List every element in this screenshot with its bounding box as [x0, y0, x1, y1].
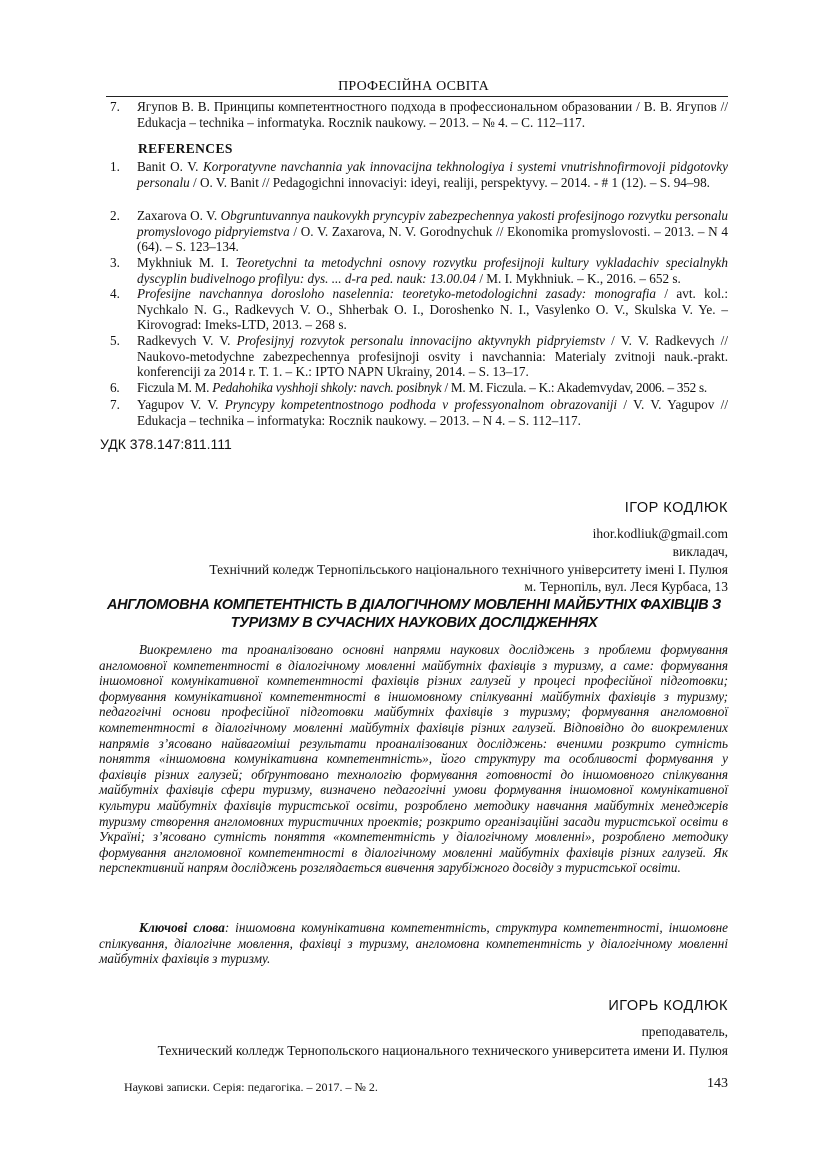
author-position: викладач, [672, 544, 728, 559]
author-address: м. Тернопіль, вул. Леся Курбаса, 13 [524, 579, 728, 594]
ref-number: 4. [110, 286, 120, 301]
ref-text [137, 333, 728, 380]
ref-source: / O. V. Banit // Pedagogichni innovaciyi: ideyi, realiji, perspektyvy. – 2014. - # 1 (12). – S. 94–98. [189, 174, 710, 190]
list-item [110, 333, 728, 380]
ref-source: / O. V. Zaxarova, N. V. Gorodnychuk // Ekonomika promyslovosti. – 2013. – N 4 (64). – S. 123–134. [137, 223, 728, 254]
list-item [110, 397, 728, 428]
list-item [110, 99, 728, 130]
author-institution-ru: Технический колледж Тернопольского национального технического университета имени И. Пулюя [157, 1043, 728, 1058]
keywords-text: : іншомовна комунікативна компетентність, структура компетентності, іншомовне спілкування, діалогічне мовлення, фахівці з туризму, англомовна компетентність у діалогічному мовленні майбутніх фахівців з туризму. [99, 920, 728, 967]
ref-title: Profesijne navchannya dorosloho naselennia: teoretyko-metodologichni zasady: monografia [137, 286, 656, 301]
author-institution: Технічний коледж Тернопільського національного технічного університету імені І. Пулюя [209, 562, 728, 577]
ref-author: Banit O. V. [137, 159, 203, 174]
ref-number: 7. [110, 99, 120, 114]
ref-title: Profesijnyj rozvytok personalu innovacijno aktyvnykh pidpryiemstv [236, 333, 605, 348]
running-header: ПРОФЕСІЙНА ОСВІТА [338, 79, 489, 94]
ref-source: / V. V. Radkevych // Naukovo-metodychne zabezpechennya profesijnoji osvity i navchannia: Materialy zvitnoji nauk.-prakt. konferenciji za 2014 r. T. 1. – K.: IPTO NAPN Ukrainy, 2014. – S. 13–17. [137, 333, 728, 379]
ref-source: / V. V. Yagupov // Edukacja – technika – informatyka: Rocznik naukowy. – 2013. – N 4. – S. 112–117. [137, 397, 728, 428]
ref-author: Zaxarova O. V. [137, 208, 221, 223]
author-name: ІГОР КОДЛЮК [624, 500, 728, 516]
ref-number: 6. [110, 380, 120, 395]
udc-code: УДК 378.147:811.111 [100, 436, 232, 452]
ref-title: Teoretychni ta metodychni osnovy rozvytku profesijnoji kultury vykladachiv specialnykh dyscyplin budivelnogo profilyu: dys. ... d-ra ped. nauk: 13.00.04 [137, 255, 728, 286]
ref-title: Korporatyvne navchannia yak innovacijna tekhnologiya i systemi vnutrishnofirmovoji pidgotovky personalu [137, 159, 728, 190]
ref-text [137, 159, 728, 190]
keywords-label: Ключові слова [139, 920, 225, 935]
ref-number: 5. [110, 333, 120, 348]
ref-text [137, 286, 728, 333]
article-title: АНГЛОМОВНА КОМПЕТЕНТНІСТЬ В ДІАЛОГІЧНОМУ МОВЛЕННІ МАЙБУТНІХ ФАХІВЦІВ З ТУРИЗМУ В СУЧАСНИХ НАУКОВИХ ДОСЛІДЖЕННЯХ [106, 597, 722, 631]
keywords [99, 920, 728, 967]
ref-text [137, 397, 728, 428]
ref-number: 7. [110, 397, 120, 412]
ref-number: 3. [110, 255, 120, 270]
ref-author: Mykhniuk M. I. [137, 255, 236, 270]
list-item [110, 159, 728, 190]
references-heading: REFERENCES [138, 141, 233, 156]
page-number: 143 [707, 1076, 728, 1091]
ref-title: Obgruntuvannya naukovykh pryncypiv zabezpechennya yakosti profesijnogo rozvytku personalu promyslovogo pidpryiemstva [137, 208, 728, 239]
ref-number: 2. [110, 208, 120, 223]
ref-author: Radkevych V. V. [137, 333, 237, 348]
list-item [110, 208, 728, 255]
author-email: ihor.kodliuk@gmail.com [592, 526, 728, 541]
ref-source: / avt. kol.: Nychkalo N. G., Radkevych V. O., Shherbak O. I., Doroshenko N. I., Vasylenko O. V., Skulska V. Ye. – Kirovograd: Imeks-LTD, 2013. – 268 s. [137, 286, 728, 332]
journal-footer: Наукові записки. Серія: педагогіка. – 2017. – № 2. [124, 1080, 378, 1094]
ref-text [137, 208, 728, 255]
ref-text: Ягупов В. В. Принципы компетентностного подхода в профессиональном образовании / В. В. Ягупов // Edukacja – technika – informatyka. Rocznik naukowy. – 2013. – № 4. – С. 112–117. [137, 99, 728, 130]
ref-text [137, 380, 728, 396]
header-rule [106, 96, 728, 97]
ref-title: Pryncypy kompetentnostnogo podhoda v professyonalnom obrazovaniji [224, 397, 618, 412]
list-item [110, 255, 728, 286]
ref-number: 1. [110, 159, 120, 174]
list-item [110, 380, 728, 396]
ref-text [137, 255, 728, 286]
author-name-ru: ИГОРЬ КОДЛЮК [608, 998, 728, 1014]
ref-source: / M. I. Mykhniuk. – K., 2016. – 652 s. [476, 270, 681, 286]
ref-author: Ficzula M. M. [137, 380, 213, 395]
ref-source: / M. M. Ficzula. – K.: Akademvydav, 2006. – 352 s. [441, 380, 707, 395]
abstract: Виокремлено та проаналізовано основні напрями наукових досліджень з проблеми формування англомовної компетентності в діалогічному мовленні майбутніх фахівців з туризму, а саме: формування іншомовної комунікативної компетентності фахівців різних галузей у процесі професійної підготовки; формування комунікативної компетентності в іншомовному спілкуванні майбутніх фахівців з туризму; педагогічні основи професійної підготовки майбутніх фахівців з туризму; формування англомовної компетентності в діалогічному мовленні майбутніх фахівців різних галузей. Відповідно до виокремлених напрямів з’ясовано найвагоміші результати проаналізованих досліджень: вченими розкрито сутність поняття «іншомовна комунікативна компетентність», його структуру та особливості формування у фахівців різних галузей; обґрунтовано технологію формування готовності до іншомовного спілкування майбутніх фахівців сфери туризму, визначено педагогічні умови формування іншомовної комунікативної культури майбутніх фахівців туристської освіти, розроблено методику навчання майбутніх менеджерів туризму створення англомовних туристичних проектів; розкрито організаційні засади туристської освіти в Україні; з’ясовано сутність поняття «компетентність у діалогічному мовленні», розроблено методику формування англомовної компетентності в діалогічному мовленні майбутніх фахівців різних галузей. Як перспективний напрям досліджень розглядається вивчення зарубіжного досвіду з туристської освіти. [99, 642, 728, 876]
ref-title: Pedahohika vyshhoji shkoly: navch. posibnyk [212, 380, 442, 395]
author-position-ru: преподаватель, [641, 1024, 728, 1039]
ref-author: Yagupov V. V. [137, 397, 225, 412]
list-item [110, 286, 728, 333]
